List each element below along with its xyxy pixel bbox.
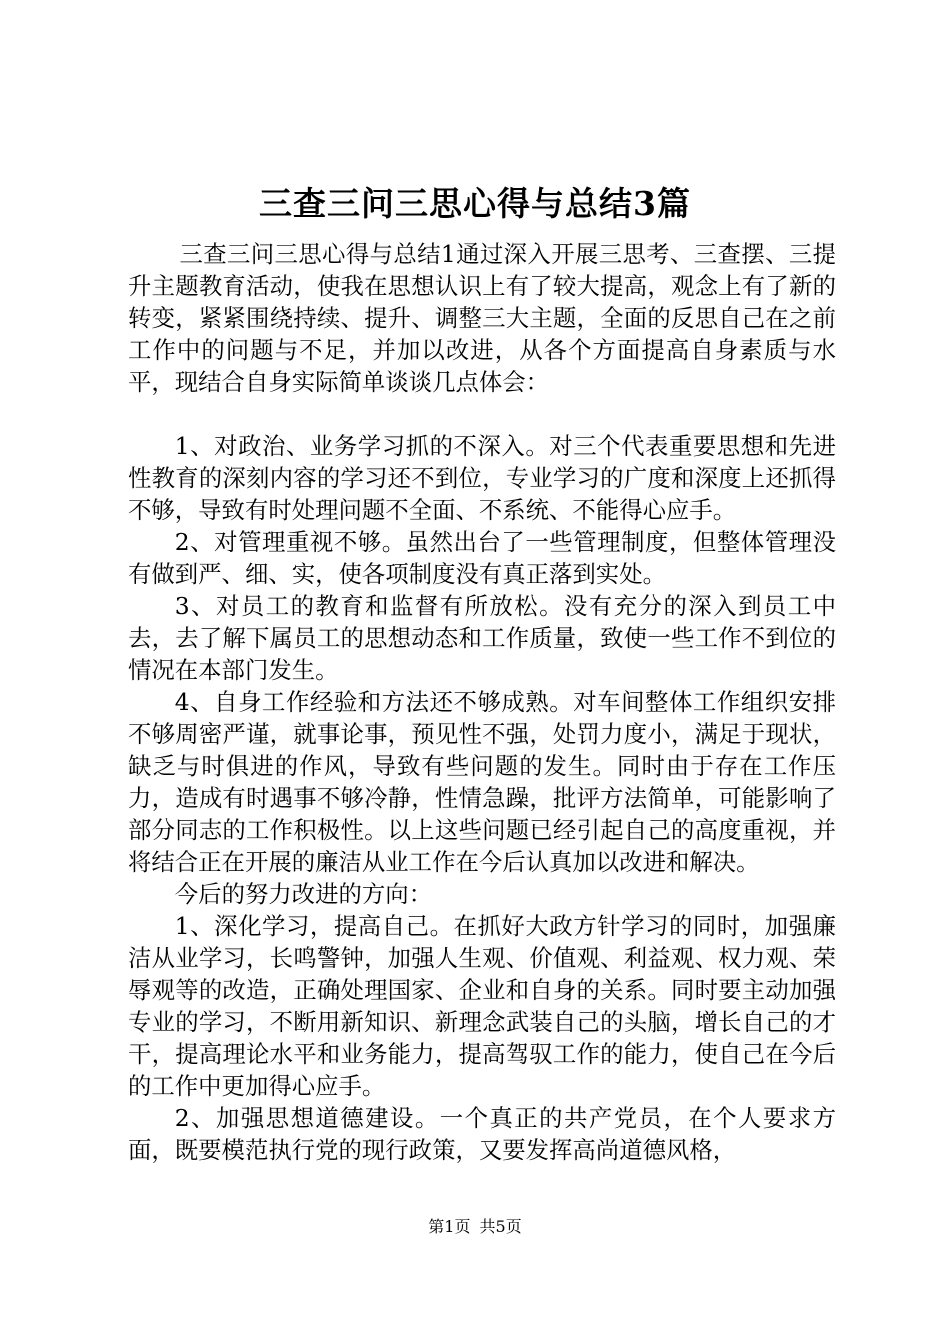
document-title: 三查三问三思心得与总结3篇	[259, 184, 691, 223]
page-footer: 第1页 共5页	[428, 1217, 522, 1236]
paragraph-intro: 三查三问三思心得与总结1通过深入开展三思考、三查摆、三提升主题教育活动，使我在思想认识上有了较大提高，观念上有了新的转变，紧紧围绕持续、提升、调整三大主题，全面的反思自己在之前工作中的问题与不足，并加以改进，从各个方面提高自身素质与水平，现结合自身实际简单谈谈几点体会：	[128, 240, 836, 396]
paragraph-spacer	[128, 398, 836, 430]
paragraph-item-4: 4、自身工作经验和方法还不够成熟。对车间整体工作组织安排不够周密严谨，就事论事，预见性不强，处罚力度小，满足于现状，缺乏与时俱进的作风，导致有些问题的发生。同时由于存在工作压力，造成有时遇事不够冷静，性情急躁，批评方法简单，可能影响了部分同志的工作积极性。以上这些问题已经引起自己的高度重视，并将结合正在开展的廉洁从业工作在今后认真加以改进和解决。	[128, 688, 836, 876]
paragraph-direction-2: 2、加强思想道德建设。一个真正的共产党员，在个人要求方面，既要模范执行党的现行政策，又要发挥高尚道德风格，	[128, 1104, 836, 1164]
paragraph-item-3: 3、对员工的教育和监督有所放松。没有充分的深入到员工中去，去了解下属员工的思想动态和工作质量，致使一些工作不到位的情况在本部门发生。	[128, 592, 836, 684]
paragraph-item-2: 2、对管理重视不够。虽然出台了一些管理制度，但整体管理没有做到严、细、实，使各项制度没有真正落到实处。	[128, 528, 836, 588]
paragraph-direction-heading: 今后的努力改进的方向：	[174, 880, 433, 908]
paragraph-direction-1: 1、深化学习，提高自己。在抓好大政方针学习的同时，加强廉洁从业学习，长鸣警钟，加强人生观、价值观、利益观、权力观、荣辱观等的改造，正确处理国家、企业和自身的关系。同时要主动加强专业的学习，不断用新知识、新理念武装自己的头脑，增长自己的才干，提高理论水平和业务能力，提高驾驭工作的能力，使自己在今后的工作中更加得心应手。	[128, 912, 836, 1100]
document-body	[128, 238, 836, 1166]
paragraph-item-1: 1、对政治、业务学习抓的不深入。对三个代表重要思想和先进性教育的深刻内容的学习还不到位，专业学习的广度和深度上还抓得不够，导致有时处理问题不全面、不系统、不能得心应手。	[128, 432, 836, 524]
